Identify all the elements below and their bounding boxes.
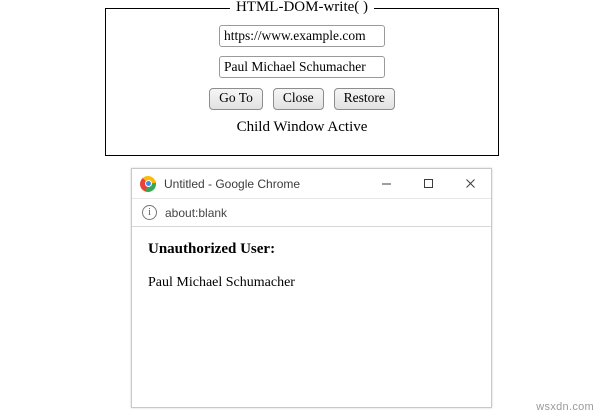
browser-titlebar[interactable] xyxy=(132,169,491,199)
window-controls xyxy=(365,169,491,198)
address-bar-url: about:blank xyxy=(165,205,228,220)
close-button[interactable] xyxy=(449,169,491,198)
name-input[interactable] xyxy=(219,56,385,78)
button-row xyxy=(209,88,395,110)
address-bar[interactable] xyxy=(132,199,491,227)
chrome-logo-icon xyxy=(140,176,156,192)
close-button[interactable]: Close xyxy=(273,88,324,110)
page-content xyxy=(132,227,491,291)
window-title: Untitled - Google Chrome xyxy=(164,176,301,191)
info-icon[interactable]: i xyxy=(142,205,157,220)
panel-content xyxy=(106,9,498,136)
close-icon xyxy=(465,178,476,189)
minimize-button[interactable] xyxy=(365,169,407,198)
page-body-text: Paul Michael Schumacher xyxy=(148,275,295,290)
maximize-icon xyxy=(423,178,434,189)
watermark: wsxdn.com xyxy=(536,401,594,413)
child-browser-window xyxy=(131,168,492,408)
url-input[interactable] xyxy=(219,25,385,47)
restore-button[interactable]: Restore xyxy=(334,88,395,110)
maximize-button[interactable] xyxy=(407,169,449,198)
status-text: Child Window Active xyxy=(236,118,368,135)
html-dom-write-panel xyxy=(105,0,499,156)
minimize-icon xyxy=(381,178,392,189)
page-heading: Unauthorized User: xyxy=(148,241,276,257)
panel-legend: HTML-DOM-write( ) xyxy=(230,0,374,16)
goto-button[interactable]: Go To xyxy=(209,88,263,110)
